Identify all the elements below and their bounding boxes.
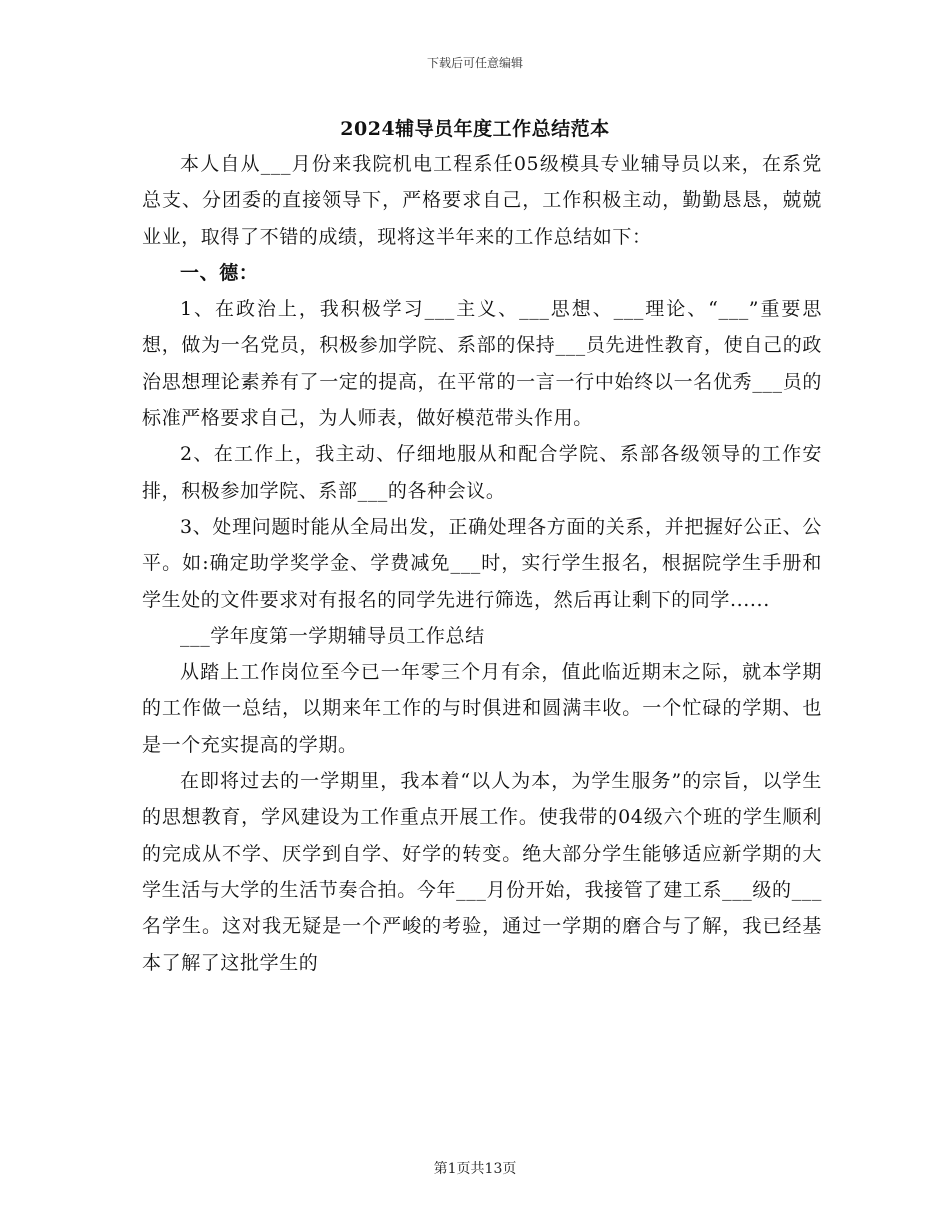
paragraph-work: 2、在工作上，我主动、仔细地服从和配合学院、系部各级领导的工作安排，积极参加学院、系部___的各种会议。 xyxy=(142,443,822,502)
paragraph-semester-summary: 从踏上工作岗位至今已一年零三个月有余，值此临近期末之际，就本学期的工作做一总结，以期来年工作的与时俱进和圆满丰收。一个忙碌的学期、也是一个充实提高的学期。 xyxy=(142,661,822,756)
paragraph-student-work: 在即将过去的一学期里，我本着“以人为本，为学生服务”的宗旨，以学生的思想教育，学风建设为工作重点开展工作。使我带的04级六个班的学生顺利的完成从不学、厌学到自学、好学的转变。绝大部分学生能够适应新学期的大学生活与大学的生活节奏合拍。今年___月份开始，我接管了建工系___级的___名学生。这对我无疑是一个严峻的考验，通过一学期的磨合与了解，我已经基本了解了这批学生的 xyxy=(142,770,822,974)
section-heading-virtue: 一、德： xyxy=(180,261,259,284)
subsection-title: ___学年度第一学期辅导员工作总结 xyxy=(180,624,485,647)
paragraph-problem-handling: 3、处理问题时能从全局出发，正确处理各方面的关系，并把握好公正、公平。如:确定助学奖学金、学费减免___时，实行学生报名，根据院学生手册和学生处的文件要求对有报名的同学先进行筛选，然后再让剩下的同学...... xyxy=(142,515,822,611)
header-note: 下载后可任意编辑 xyxy=(426,56,523,70)
document-title: 2024辅导员年度工作总结范本 xyxy=(340,118,610,140)
document-body xyxy=(142,146,822,981)
intro-paragraph: 本人自从___月份来我院机电工程系任05级模具专业辅导员以来，在系党总支、分团委的直接领导下，严格要求自己，工作积极主动，勤勤恳恳，兢兢业业，取得了不错的成绩，现将这半年来的工作总结如下： xyxy=(142,153,822,248)
page-number: 第1页共13页 xyxy=(433,1161,517,1177)
paragraph-politics: 1、在政治上，我积极学习___主义、___思想、___理论、“___”重要思想，做为一名党员，积极参加学院、系部的保持___员先进性教育，使自己的政治思想理论素养有了一定的提高，在平常的一言一行中始终以一名优秀___员的标准严格要求自己，为人师表，做好模范带头作用。 xyxy=(142,298,822,430)
